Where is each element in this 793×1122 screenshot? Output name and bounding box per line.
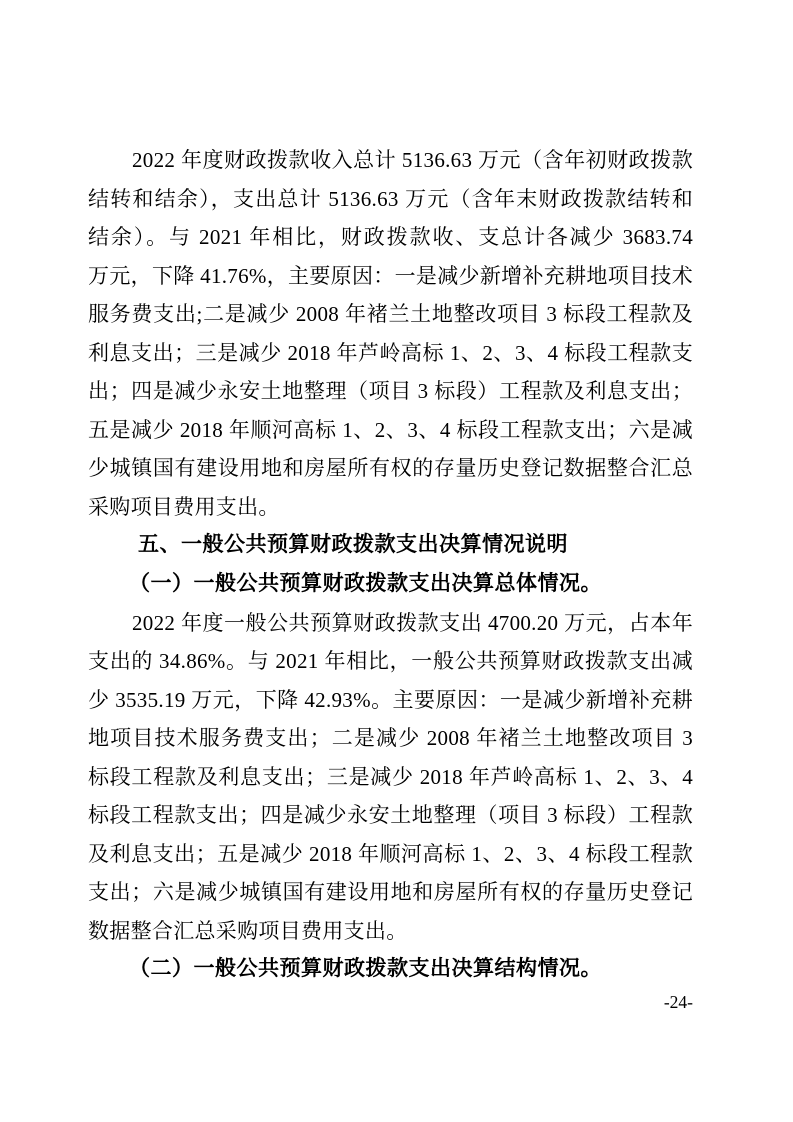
para1-line-8: 五是减少 2018 年顺河高标 1、2、3、4 标段工程款支出；六是减 (88, 417, 693, 442)
para1-line-1: 2022 年度财政拨款收入总计 5136.63 万元（含年初财政拨款 (132, 148, 693, 172)
para2-line-9: 数据整合汇总采购项目费用支出。 (88, 918, 408, 943)
subsection-heading-2: （二）一般公共预算财政拨款支出决算结构情况。 (129, 957, 602, 981)
para2-line-7: 及利息支出；五是减少 2018 年顺河高标 1、2、3、4 标段工程款 (88, 841, 693, 866)
para1-line-4: 万元，下降 41.76%，主要原因：一是减少新增补充耕地项目技术 (88, 263, 693, 288)
para1-line-5: 服务费支出;二是减少 2008 年褚兰土地整改项目 3 标段工程款及 (88, 302, 693, 327)
subsection-heading-1: （一）一般公共预算财政拨款支出决算总体情况。 (129, 572, 602, 596)
para2-line-1: 2022 年度一般公共预算财政拨款支出 4700.20 万元，占本年 (132, 610, 693, 635)
para2-line-3: 少 3535.19 万元，下降 42.93%。主要原因：一是减少新增补充耕 (88, 687, 693, 712)
para2-line-4: 地项目技术服务费支出；二是减少 2008 年褚兰土地整改项目 3 (88, 726, 693, 751)
section-heading: 五、一般公共预算财政拨款支出决算情况说明 (138, 533, 568, 557)
para2-line-2: 支出的 34.86%。与 2021 年相比，一般公共预算财政拨款支出减 (88, 649, 693, 674)
para2-line-6: 标段工程款支出；四是减少永安土地整理（项目 3 标段）工程款 (88, 803, 693, 828)
para2-line-8: 支出；六是减少城镇国有建设用地和房屋所有权的存量历史登记 (88, 880, 693, 905)
para1-line-10: 采购项目费用支出。 (88, 494, 280, 519)
document-text-block (88, 141, 693, 989)
page-number: -24- (663, 992, 693, 1012)
para1-line-3: 结余）。与 2021 年相比，财政拨款收、支总计各减少 3683.74 (88, 225, 693, 250)
para2-line-5: 标段工程款及利息支出；三是减少 2018 年芦岭高标 1、2、3、4 (88, 764, 693, 789)
para1-line-7: 出；四是减少永安土地整理（项目 3 标段）工程款及利息支出； (88, 379, 693, 404)
para1-line-6: 利息支出；三是减少 2018 年芦岭高标 1、2、3、4 标段工程款支 (88, 340, 693, 365)
para1-line-2: 结转和结余），支出总计 5136.63 万元（含年末财政拨款结转和 (88, 186, 693, 211)
para1-line-9: 少城镇国有建设用地和房屋所有权的存量历史登记数据整合汇总 (88, 456, 693, 481)
